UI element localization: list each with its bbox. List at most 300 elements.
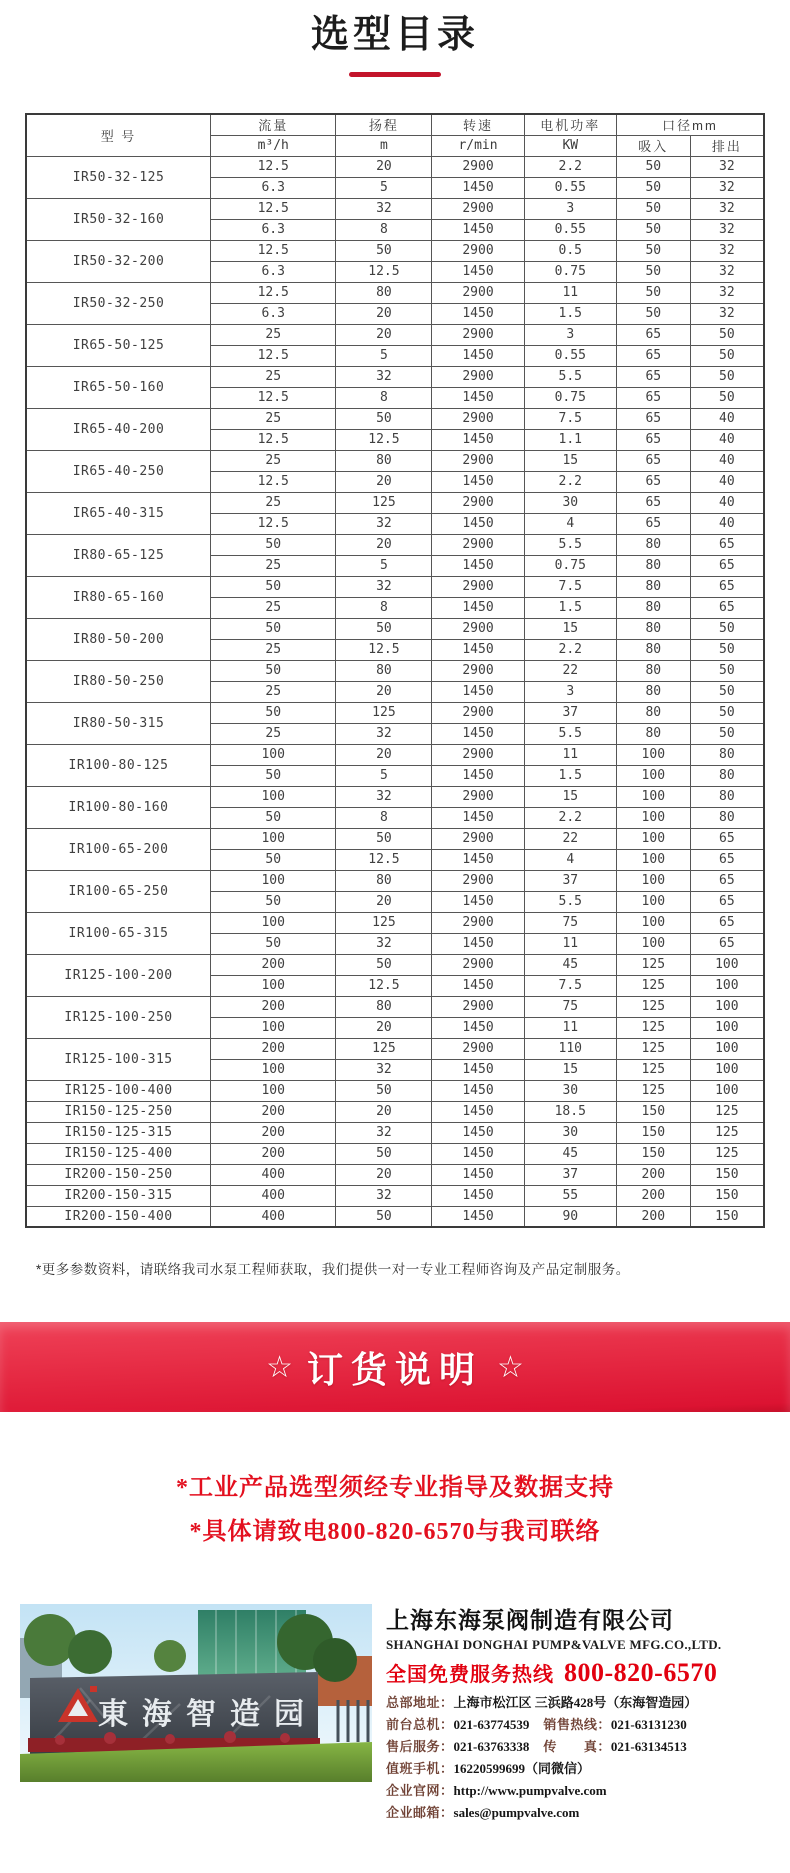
order-note-line: *工业产品选型须经专业指导及数据支持 [176, 1475, 614, 1501]
value-cell: 25 [211, 639, 336, 660]
table-row [26, 240, 764, 261]
value-cell: 12.5 [336, 429, 432, 450]
value-cell: 65 [690, 555, 764, 576]
table-footnote: *更多参数资料，请联络我司水泵工程师获取，我们提供一对一专业工程师咨询及产品定制服务。 [36, 1262, 630, 1277]
value-cell: 1450 [432, 555, 524, 576]
value-cell: 32 [336, 1185, 432, 1206]
value-cell: 65 [616, 324, 690, 345]
value-cell: 100 [690, 1059, 764, 1080]
value-cell: 1450 [432, 1122, 524, 1143]
model-name-cell: IR65-40-200 [26, 408, 211, 450]
value-cell: 2900 [432, 282, 524, 303]
value-cell: 150 [690, 1164, 764, 1185]
value-cell: 125 [616, 954, 690, 975]
value-cell: 50 [336, 408, 432, 429]
table-row [26, 324, 764, 345]
value-cell: 20 [336, 303, 432, 324]
value-cell: 100 [211, 912, 336, 933]
value-cell: 1450 [432, 219, 524, 240]
value-cell: 20 [336, 891, 432, 912]
order-banner-text: 订货说明 [306, 1348, 483, 1390]
value-cell: 32 [690, 219, 764, 240]
value-cell: 50 [211, 891, 336, 912]
model-name-cell: IR80-50-315 [26, 702, 211, 744]
model-name-cell: IR65-40-250 [26, 450, 211, 492]
value-cell: 2900 [432, 702, 524, 723]
value-cell: 32 [336, 1059, 432, 1080]
value-cell: 15 [524, 786, 616, 807]
model-name-cell: IR100-80-160 [26, 786, 211, 828]
value-cell: 2900 [432, 156, 524, 177]
model-name-cell: IR50-32-200 [26, 240, 211, 282]
value-cell: 2.2 [524, 807, 616, 828]
value-cell: 125 [616, 1038, 690, 1059]
value-cell: 100 [690, 954, 764, 975]
value-cell: 32 [690, 261, 764, 282]
table-row [26, 576, 764, 597]
value-cell: 2.2 [524, 639, 616, 660]
value-cell: 125 [336, 1038, 432, 1059]
value-cell: 100 [616, 807, 690, 828]
value-cell: 37 [524, 1164, 616, 1185]
value-cell: 5 [336, 765, 432, 786]
header-speed: 转速 [432, 114, 524, 135]
value-cell: 200 [211, 954, 336, 975]
value-cell: 65 [690, 933, 764, 954]
value-cell: 2900 [432, 240, 524, 261]
value-cell: 25 [211, 324, 336, 345]
model-name-cell: IR65-50-125 [26, 324, 211, 366]
value-cell: 80 [690, 786, 764, 807]
company-section [0, 1604, 790, 1824]
value-cell: 6.3 [211, 177, 336, 198]
value-cell: 30 [524, 1122, 616, 1143]
value-cell: 50 [336, 828, 432, 849]
contact-value: 021-63774539 [453, 1717, 530, 1732]
value-cell: 80 [616, 534, 690, 555]
value-cell: 125 [616, 1017, 690, 1038]
value-cell: 100 [616, 786, 690, 807]
table-row [26, 492, 764, 513]
value-cell: 2900 [432, 828, 524, 849]
model-name-cell: IR50-32-160 [26, 198, 211, 240]
value-cell: 2900 [432, 870, 524, 891]
contact-line [386, 1692, 772, 1714]
model-name-cell: IR50-32-250 [26, 282, 211, 324]
value-cell: 1450 [432, 429, 524, 450]
header-discharge: 排出 [690, 135, 764, 156]
order-banner [0, 1322, 790, 1412]
value-cell: 32 [336, 513, 432, 534]
value-cell: 1450 [432, 1164, 524, 1185]
value-cell: 25 [211, 366, 336, 387]
value-cell: 0.75 [524, 261, 616, 282]
contact-label: 售后服务： [386, 1739, 454, 1754]
table-row [26, 1185, 764, 1206]
model-name-cell: IR200-150-400 [26, 1206, 211, 1227]
contact-label: 企业邮箱： [386, 1805, 454, 1820]
value-cell: 80 [336, 450, 432, 471]
value-cell: 90 [524, 1206, 616, 1227]
value-cell: 50 [336, 240, 432, 261]
value-cell: 100 [616, 870, 690, 891]
value-cell: 7.5 [524, 576, 616, 597]
model-name-cell: IR150-125-400 [26, 1143, 211, 1164]
value-cell: 5 [336, 345, 432, 366]
value-cell: 125 [616, 996, 690, 1017]
value-cell: 2900 [432, 534, 524, 555]
value-cell: 30 [524, 492, 616, 513]
value-cell: 75 [524, 996, 616, 1017]
value-cell: 5.5 [524, 891, 616, 912]
contact-line [386, 1802, 772, 1824]
table-row [26, 282, 764, 303]
value-cell: 100 [616, 912, 690, 933]
value-cell: 50 [690, 681, 764, 702]
value-cell: 150 [690, 1206, 764, 1227]
value-cell: 2.2 [524, 156, 616, 177]
value-cell: 20 [336, 324, 432, 345]
model-name-cell: IR200-150-315 [26, 1185, 211, 1206]
value-cell: 1450 [432, 513, 524, 534]
value-cell: 200 [616, 1206, 690, 1227]
contact-label: 前台总机： [386, 1717, 454, 1732]
value-cell: 20 [336, 471, 432, 492]
contact-line [386, 1780, 772, 1802]
table-header-row [26, 114, 764, 135]
value-cell: 32 [690, 156, 764, 177]
value-cell: 100 [211, 1059, 336, 1080]
contact-label: 企业官网： [386, 1783, 454, 1798]
value-cell: 2900 [432, 744, 524, 765]
value-cell: 2900 [432, 450, 524, 471]
value-cell: 0.55 [524, 219, 616, 240]
value-cell: 50 [336, 618, 432, 639]
value-cell: 25 [211, 597, 336, 618]
value-cell: 125 [336, 912, 432, 933]
value-cell: 80 [336, 870, 432, 891]
value-cell: 40 [690, 513, 764, 534]
value-cell: 5.5 [524, 723, 616, 744]
table-row [26, 1206, 764, 1227]
value-cell: 5 [336, 177, 432, 198]
value-cell: 80 [616, 597, 690, 618]
contact-value: 021-63763338 [453, 1739, 530, 1754]
value-cell: 25 [211, 492, 336, 513]
value-cell: 25 [211, 555, 336, 576]
value-cell: 1450 [432, 1059, 524, 1080]
header-flow: 流量 [211, 114, 336, 135]
value-cell: 50 [690, 366, 764, 387]
value-cell: 400 [211, 1185, 336, 1206]
value-cell: 12.5 [211, 282, 336, 303]
value-cell: 110 [524, 1038, 616, 1059]
value-cell: 1450 [432, 807, 524, 828]
model-name-cell: IR125-100-200 [26, 954, 211, 996]
value-cell: 150 [690, 1185, 764, 1206]
value-cell: 32 [336, 366, 432, 387]
value-cell: 2900 [432, 576, 524, 597]
table-row [26, 702, 764, 723]
value-cell: 100 [690, 1017, 764, 1038]
contact-label: 值班手机： [386, 1761, 454, 1776]
value-cell: 30 [524, 1080, 616, 1101]
value-cell: 32 [336, 933, 432, 954]
value-cell: 3 [524, 198, 616, 219]
value-cell: 12.5 [336, 849, 432, 870]
model-name-cell: IR200-150-250 [26, 1164, 211, 1185]
value-cell: 1450 [432, 1080, 524, 1101]
value-cell: 50 [690, 345, 764, 366]
value-cell: 11 [524, 933, 616, 954]
value-cell: 50 [616, 177, 690, 198]
star-icon: ☆ [497, 1350, 524, 1384]
value-cell: 8 [336, 807, 432, 828]
value-cell: 65 [616, 345, 690, 366]
title-divider [349, 72, 441, 77]
value-cell: 100 [616, 765, 690, 786]
value-cell: 125 [336, 492, 432, 513]
value-cell: 50 [616, 156, 690, 177]
company-info [386, 1604, 772, 1824]
value-cell: 1450 [432, 303, 524, 324]
value-cell: 0.55 [524, 345, 616, 366]
value-cell: 50 [336, 1206, 432, 1227]
value-cell: 32 [690, 198, 764, 219]
header-suction: 吸入 [616, 135, 690, 156]
value-cell: 65 [690, 597, 764, 618]
value-cell: 12.5 [211, 471, 336, 492]
spec-table-wrap [25, 113, 765, 1228]
company-name-cn: 上海东海泵阀制造有限公司 [386, 1607, 674, 1633]
value-cell: 1450 [432, 975, 524, 996]
contact-value: sales@pumpvalve.com [453, 1805, 580, 1820]
model-name-cell: IR80-65-125 [26, 534, 211, 576]
value-cell: 80 [616, 576, 690, 597]
value-cell: 2900 [432, 912, 524, 933]
table-row [26, 366, 764, 387]
value-cell: 1450 [432, 261, 524, 282]
table-row [26, 954, 764, 975]
value-cell: 100 [616, 891, 690, 912]
value-cell: 37 [524, 702, 616, 723]
value-cell: 32 [690, 282, 764, 303]
value-cell: 65 [616, 492, 690, 513]
value-cell: 2900 [432, 786, 524, 807]
table-row [26, 786, 764, 807]
value-cell: 50 [211, 702, 336, 723]
table-row [26, 534, 764, 555]
value-cell: 0.55 [524, 177, 616, 198]
value-cell: 50 [690, 387, 764, 408]
value-cell: 37 [524, 870, 616, 891]
value-cell: 400 [211, 1164, 336, 1185]
value-cell: 65 [616, 408, 690, 429]
value-cell: 1450 [432, 1206, 524, 1227]
value-cell: 1450 [432, 723, 524, 744]
hotline-row [386, 1658, 772, 1688]
table-row [26, 450, 764, 471]
model-name-cell: IR100-80-125 [26, 744, 211, 786]
value-cell: 100 [211, 786, 336, 807]
value-cell: 25 [211, 723, 336, 744]
value-cell: 40 [690, 450, 764, 471]
value-cell: 65 [690, 891, 764, 912]
value-cell: 80 [336, 282, 432, 303]
value-cell: 12.5 [211, 513, 336, 534]
model-name-cell: IR80-65-160 [26, 576, 211, 618]
value-cell: 32 [336, 786, 432, 807]
model-name-cell: IR125-100-315 [26, 1038, 211, 1080]
value-cell: 1450 [432, 681, 524, 702]
value-cell: 125 [616, 1059, 690, 1080]
value-cell: 1450 [432, 933, 524, 954]
unit-speed: r/min [432, 135, 524, 156]
value-cell: 45 [524, 1143, 616, 1164]
value-cell: 50 [690, 324, 764, 345]
value-cell: 65 [616, 387, 690, 408]
unit-flow: m³/h [211, 135, 336, 156]
value-cell: 20 [336, 744, 432, 765]
contact-label: 销售热线： [543, 1717, 611, 1732]
value-cell: 20 [336, 1017, 432, 1038]
table-row [26, 156, 764, 177]
company-name-en: SHANGHAI DONGHAI PUMP&VALVE MFG.CO.,LTD. [386, 1637, 722, 1652]
value-cell: 11 [524, 744, 616, 765]
value-cell: 100 [616, 849, 690, 870]
contact-line [386, 1736, 772, 1758]
value-cell: 100 [211, 1080, 336, 1101]
header-power: 电机功率 [524, 114, 616, 135]
value-cell: 8 [336, 597, 432, 618]
value-cell: 2900 [432, 366, 524, 387]
value-cell: 150 [616, 1143, 690, 1164]
value-cell: 15 [524, 450, 616, 471]
value-cell: 32 [690, 240, 764, 261]
table-row [26, 660, 764, 681]
model-name-cell: IR100-65-250 [26, 870, 211, 912]
page-title: 选型目录 [310, 14, 479, 56]
value-cell: 100 [616, 744, 690, 765]
value-cell: 12.5 [211, 345, 336, 366]
value-cell: 20 [336, 1164, 432, 1185]
value-cell: 12.5 [211, 198, 336, 219]
value-cell: 11 [524, 1017, 616, 1038]
value-cell: 125 [690, 1143, 764, 1164]
value-cell: 80 [616, 681, 690, 702]
value-cell: 7.5 [524, 975, 616, 996]
value-cell: 80 [690, 765, 764, 786]
table-row [26, 198, 764, 219]
value-cell: 80 [690, 744, 764, 765]
model-name-cell: IR150-125-315 [26, 1122, 211, 1143]
value-cell: 0.75 [524, 387, 616, 408]
value-cell: 22 [524, 828, 616, 849]
value-cell: 2900 [432, 996, 524, 1017]
value-cell: 80 [616, 723, 690, 744]
value-cell: 12.5 [336, 261, 432, 282]
value-cell: 1.5 [524, 303, 616, 324]
model-name-cell: IR125-100-250 [26, 996, 211, 1038]
value-cell: 75 [524, 912, 616, 933]
value-cell: 50 [616, 240, 690, 261]
star-icon: ☆ [266, 1350, 293, 1384]
value-cell: 100 [211, 975, 336, 996]
value-cell: 0.5 [524, 240, 616, 261]
header-diameter: 口径mm [616, 114, 764, 135]
value-cell: 12.5 [211, 240, 336, 261]
value-cell: 3 [524, 681, 616, 702]
value-cell: 2900 [432, 954, 524, 975]
value-cell: 1.5 [524, 765, 616, 786]
value-cell: 2900 [432, 618, 524, 639]
value-cell: 50 [616, 198, 690, 219]
value-cell: 25 [211, 408, 336, 429]
model-name-cell: IR50-32-125 [26, 156, 211, 198]
table-row [26, 1164, 764, 1185]
hotline-number: 800-820-6570 [564, 1658, 718, 1687]
value-cell: 200 [616, 1185, 690, 1206]
value-cell: 50 [211, 534, 336, 555]
value-cell: 6.3 [211, 261, 336, 282]
value-cell: 2900 [432, 408, 524, 429]
value-cell: 4 [524, 513, 616, 534]
value-cell: 50 [211, 576, 336, 597]
order-note-line: *具体请致电800-820-6570与我司联络 [189, 1519, 601, 1545]
value-cell: 8 [336, 219, 432, 240]
value-cell: 125 [690, 1101, 764, 1122]
value-cell: 100 [690, 975, 764, 996]
table-row [26, 618, 764, 639]
value-cell: 80 [616, 555, 690, 576]
contact-label: 传 真： [543, 1739, 611, 1754]
model-name-cell: IR100-65-200 [26, 828, 211, 870]
value-cell: 50 [211, 807, 336, 828]
value-cell: 50 [336, 1143, 432, 1164]
value-cell: 50 [616, 261, 690, 282]
value-cell: 1450 [432, 177, 524, 198]
value-cell: 12.5 [211, 429, 336, 450]
value-cell: 0.75 [524, 555, 616, 576]
value-cell: 1450 [432, 345, 524, 366]
contact-label: 总部地址： [386, 1695, 454, 1710]
value-cell: 100 [690, 996, 764, 1017]
contact-line [386, 1758, 772, 1780]
value-cell: 18.5 [524, 1101, 616, 1122]
value-cell: 80 [336, 996, 432, 1017]
value-cell: 1450 [432, 1185, 524, 1206]
value-cell: 50 [690, 618, 764, 639]
contact-lines [386, 1692, 772, 1824]
value-cell: 125 [616, 975, 690, 996]
table-row [26, 1101, 764, 1122]
value-cell: 32 [336, 198, 432, 219]
value-cell: 125 [616, 1080, 690, 1101]
value-cell: 12.5 [211, 156, 336, 177]
value-cell: 1450 [432, 765, 524, 786]
contact-line [386, 1714, 772, 1736]
table-row [26, 1122, 764, 1143]
value-cell: 8 [336, 387, 432, 408]
model-name-cell: IR150-125-250 [26, 1101, 211, 1122]
value-cell: 100 [690, 1038, 764, 1059]
value-cell: 12.5 [336, 639, 432, 660]
value-cell: 200 [616, 1164, 690, 1185]
value-cell: 20 [336, 156, 432, 177]
hotline-label: 全国免费服务热线 [386, 1664, 554, 1686]
table-row [26, 1080, 764, 1101]
value-cell: 40 [690, 429, 764, 450]
